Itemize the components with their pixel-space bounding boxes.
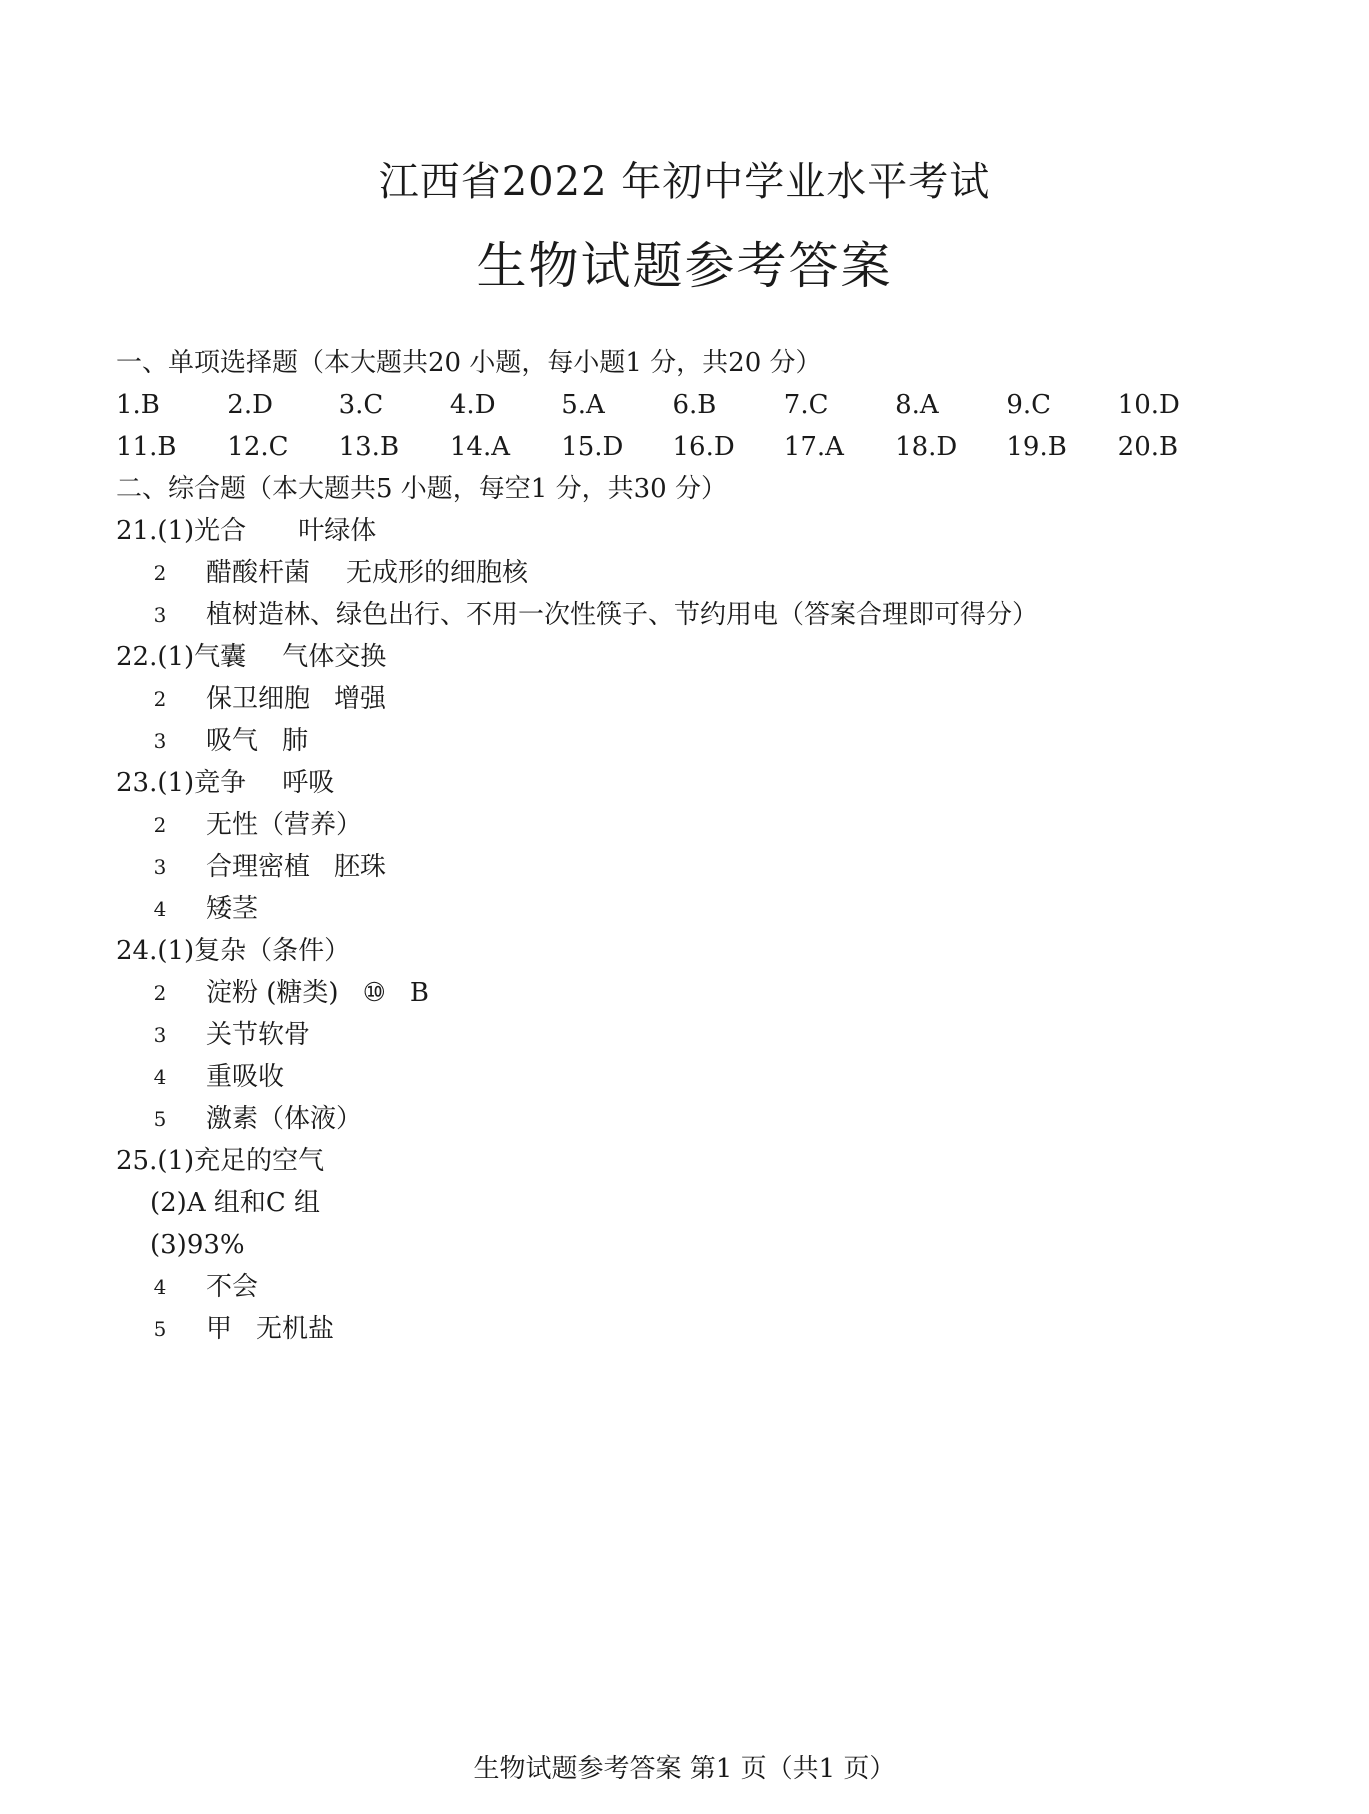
mc-answers-row-2 — [116, 426, 1296, 468]
q22-part3 — [116, 720, 1296, 762]
mc-answer: 17.A — [783, 432, 844, 462]
mc-answers-row-1 — [116, 384, 1296, 426]
mc-answer: 13.B — [338, 432, 400, 462]
exam-subtitle: 生物试题参考答案 — [476, 237, 893, 295]
q21-part1-answer2: 叶绿体 — [298, 516, 377, 546]
q23-part4-answer: 矮茎 — [206, 894, 259, 924]
mc-answer: 11.B — [116, 432, 177, 462]
q24-part3 — [116, 1014, 1296, 1056]
q21-part3-answer: 植树造林、绿色出行、不用一次性筷子、节约用电（答案合理即可得分） — [206, 600, 1039, 630]
mc-answer: 18.D — [895, 432, 958, 462]
q22-part2-answer: 保卫细胞 — [206, 684, 311, 714]
q25-part2 — [116, 1182, 1296, 1224]
q21-part2-answer: 醋酸杆菌 — [206, 558, 311, 588]
sub-question-number: 2 — [153, 981, 167, 1005]
q23-part1 — [116, 762, 1296, 804]
mc-answer: 8.A — [895, 390, 939, 420]
sub-question-number: 2 — [153, 561, 167, 585]
section2-heading: 二、综合题（本大题共5 小题，每空1 分，共30 分） — [116, 474, 727, 504]
q24-part2 — [116, 972, 1296, 1014]
q25-part5-answer2: 无机盐 — [256, 1314, 335, 1344]
section1-heading: 一、单项选择题（本大题共20 小题，每小题1 分，共20 分） — [116, 348, 822, 378]
q23-part3-answer2: 胚珠 — [334, 852, 387, 882]
q24-part2-answer: 淀粉 (糖类) — [206, 978, 339, 1008]
mc-answer: 6.B — [672, 390, 717, 420]
q22-part1 — [116, 636, 1296, 678]
mc-answer: 4.D — [449, 390, 496, 420]
q21-part3 — [116, 594, 1296, 636]
q24-part1-answer: 24.(1)复杂（条件） — [116, 936, 351, 966]
sub-question-number: 3 — [153, 855, 167, 879]
q24-part2-answer2: ⑩ — [362, 978, 386, 1008]
q22-part1-answer: 22.(1)气囊 — [116, 642, 247, 672]
mc-answer: 7.C — [783, 390, 829, 420]
sub-question-number: 3 — [153, 1023, 167, 1047]
exam-title: 江西省2022 年初中学业水平考试 — [378, 159, 991, 205]
q25-part5 — [116, 1308, 1296, 1350]
q24-part5-answer: 激素（体液） — [206, 1104, 363, 1134]
sub-question-number: 5 — [153, 1107, 167, 1131]
sub-question-number: 2 — [153, 813, 167, 837]
sub-question-number: 4 — [153, 1065, 167, 1089]
q21-part2-answer2: 无成形的细胞核 — [346, 558, 529, 588]
q24-part3-answer: 关节软骨 — [206, 1020, 311, 1050]
mc-answer: 9.C — [1006, 390, 1052, 420]
sub-question-number: 4 — [153, 897, 167, 921]
q25-part4 — [116, 1266, 1296, 1308]
q25-part3-answer: (3)93% — [150, 1230, 245, 1260]
mc-answer: 10.D — [1117, 390, 1180, 420]
q24-part2-answer3: B — [409, 978, 429, 1008]
q24-part1 — [116, 930, 1296, 972]
q25-part3 — [116, 1224, 1296, 1266]
q22-part1-answer2: 气体交换 — [282, 642, 387, 672]
q24-part4 — [116, 1056, 1296, 1098]
sub-question-number: 5 — [153, 1317, 167, 1341]
q23-part3-answer: 合理密植 — [206, 852, 311, 882]
q25-part2-answer: (2)A 组和C 组 — [150, 1188, 321, 1218]
q25-part4-answer: 不会 — [206, 1272, 259, 1302]
q23-part2-answer: 无性（营养） — [206, 810, 363, 840]
q23-part1-answer: 23.(1)竞争 — [116, 768, 247, 798]
q21-part2 — [116, 552, 1296, 594]
q24-part5 — [116, 1098, 1296, 1140]
q23-part4 — [116, 888, 1296, 930]
q23-part2 — [116, 804, 1296, 846]
answer-content — [116, 342, 1296, 1350]
q25-part1-answer: 25.(1)充足的空气 — [116, 1146, 325, 1176]
sub-question-number: 3 — [153, 729, 167, 753]
q23-part1-answer2: 呼吸 — [282, 768, 335, 798]
sub-question-number: 3 — [153, 603, 167, 627]
mc-answer: 2.D — [227, 390, 273, 420]
q22-part2 — [116, 678, 1296, 720]
q22-part3-answer2: 肺 — [282, 726, 309, 756]
q25-part5-answer: 甲 — [206, 1314, 233, 1344]
q23-part3 — [116, 846, 1296, 888]
q22-part3-answer: 吸气 — [206, 726, 259, 756]
q21-part1 — [116, 510, 1296, 552]
mc-answer: 19.B — [1006, 432, 1067, 462]
mc-answer: 5.A — [561, 390, 605, 420]
mc-answer: 16.D — [672, 432, 735, 462]
sub-question-number: 2 — [153, 687, 167, 711]
mc-answer: 12.C — [227, 432, 289, 462]
mc-answer: 1.B — [116, 390, 160, 420]
q24-part4-answer: 重吸收 — [206, 1062, 285, 1092]
mc-answer: 14.A — [449, 432, 511, 462]
q25-part1 — [116, 1140, 1296, 1182]
mc-answer: 20.B — [1117, 432, 1179, 462]
mc-answer: 15.D — [561, 432, 624, 462]
sub-question-number: 4 — [153, 1275, 167, 1299]
q21-part1-answer: 21.(1)光合 — [116, 516, 247, 546]
q22-part2-answer2: 增强 — [334, 684, 387, 714]
page-footer: 生物试题参考答案 第1 页（共1 页） — [473, 1754, 896, 1784]
mc-answer: 3.C — [338, 390, 384, 420]
